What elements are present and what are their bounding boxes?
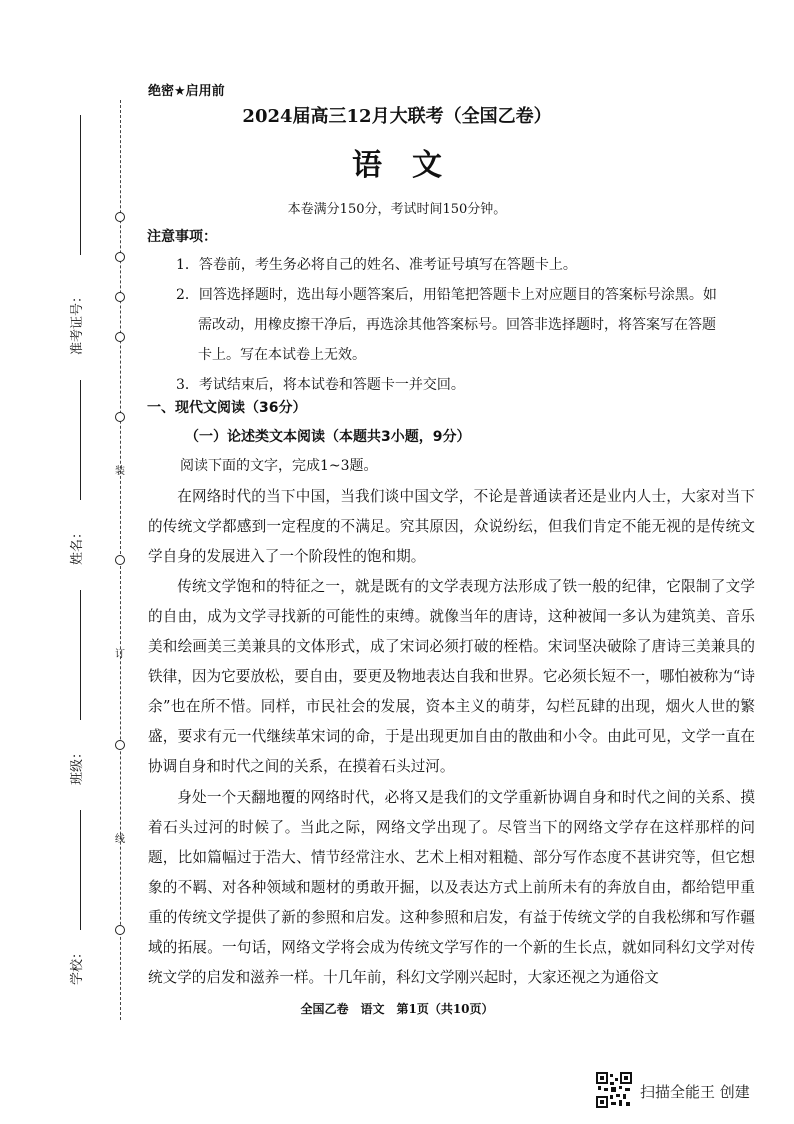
notice-heading: 注意事项：: [147, 229, 217, 245]
name-label: 姓名：: [70, 525, 85, 565]
exam-id-label: 准考证号：: [70, 289, 85, 355]
class-line: [80, 590, 81, 720]
notice-item-2-line-2: 需改动，用橡皮擦干净后，再选涂其他答案标号。回答非选择题时，将答案写在答题: [198, 317, 716, 333]
name-line: [80, 380, 81, 500]
notice-item-2-line-1: 2．回答选择题时，选出每小题答案后，用铅笔把答题卡上对应题目的答案标号涂黑。如: [176, 287, 717, 303]
reading-instruction: 阅读下面的文字，完成1~3题。: [180, 458, 378, 474]
subject-title: 语文: [352, 148, 472, 183]
section-heading: 一、现代文阅读（36分）: [147, 400, 307, 416]
notice-item-2-line-3: 卡上。写在本试卷上无效。: [198, 347, 366, 363]
binding-hole: [115, 332, 125, 342]
passage-paragraph-1: 在网络时代的当下中国，当我们谈中国文学，不论是普通读者还是业内人士，大家对当下的传统文学都感到一定程度的不满足。究其原因，众说纷纭，但我们肯定不能无视的是传统文学自身的发展进入了一个阶段性的饱和期。: [148, 488, 755, 565]
notice-item-1: 1．答卷前，考生务必将自己的姓名、准考证号填写在答题卡上。: [176, 257, 577, 273]
binding-hole: [115, 740, 125, 750]
school-label: 学校：: [70, 945, 85, 985]
binding-hole: [115, 252, 125, 262]
binding-hole: [115, 925, 125, 935]
confidential-mark: 绝密★启用前: [148, 84, 225, 99]
exam-id-line: [80, 115, 81, 255]
binding-char: 装: [115, 466, 125, 477]
notice-item-2: [176, 280, 766, 370]
class-label: 班级：: [70, 745, 85, 785]
notice-item-3: 3．考试结束后，将本试卷和答题卡一并交回。: [176, 377, 465, 393]
exam-info: 本卷满分150分，考试时间150分钟。: [287, 202, 507, 217]
binding-hole: [115, 292, 125, 302]
exam-title: 2024届高三12月大联考（全国乙卷）: [242, 106, 552, 127]
passage-paragraph-3: 身处一个天翻地覆的网络时代，必将又是我们的文学重新协调自身和时代之间的关系、摸着石头过河的时候了。当此之际，网络文学出现了。尽管当下的网络文学存在这样那样的问题，比如篇幅过于浩大、情节经常注水、艺术上相对粗糙、部分写作态度不甚讲究等，但它想象的不羁、对各种领域和题材的勇敢开掘，以及表达方式上前所未有的奔放自由，都给铠甲重重的传统文学提供了新的参照和启发。这种参照和启发，有益于传统文学的自我松绑和写作疆域的拓展。一句话，网络文学将会成为传统文学写作的一个新的生长点，就如同科幻文学对传统文学的启发和滋养一样。十几年前，科幻文学刚兴起时，大家还视之为通俗文: [148, 789, 755, 986]
passage-paragraph-2: 传统文学饱和的特征之一，就是既有的文学表现方法形成了铁一般的纪律，它限制了文学的自由，成为文学寻找新的可能性的束缚。就像当年的唐诗，这种被闻一多认为建筑美、音乐美和绘画美三美兼具的文体形式，成了宋词必须打破的桎梏。宋词坚决破除了唐诗三美兼具的铁律，因为它要放松，要自由，要更及物地表达自我和世界。它必须长短不一，哪怕被称为“诗余”也在所不惜。同样，市民社会的发展，资本主义的萌芽，勾栏瓦肆的出现，烟火人世的繁盛，要求有元一代继续革宋词的命，于是出现更加自由的散曲和小令。由此可见，文学一直在协调自身和时代之间的关系，在摸着石头过河。: [148, 578, 755, 775]
binding-char: 线: [115, 834, 125, 845]
school-line: [80, 810, 81, 930]
page-footer: 全国乙卷 语文 第1页（共10页）: [300, 1002, 494, 1016]
binding-hole: [115, 555, 125, 565]
scanner-watermark: 扫描全能王 创建: [640, 1083, 750, 1101]
binding-char: 订: [115, 649, 125, 660]
subsection-heading: （一）论述类文本阅读（本题共3小题，9分）: [185, 429, 471, 445]
binding-hole: [115, 412, 125, 422]
qr-code-icon: [596, 1072, 632, 1108]
